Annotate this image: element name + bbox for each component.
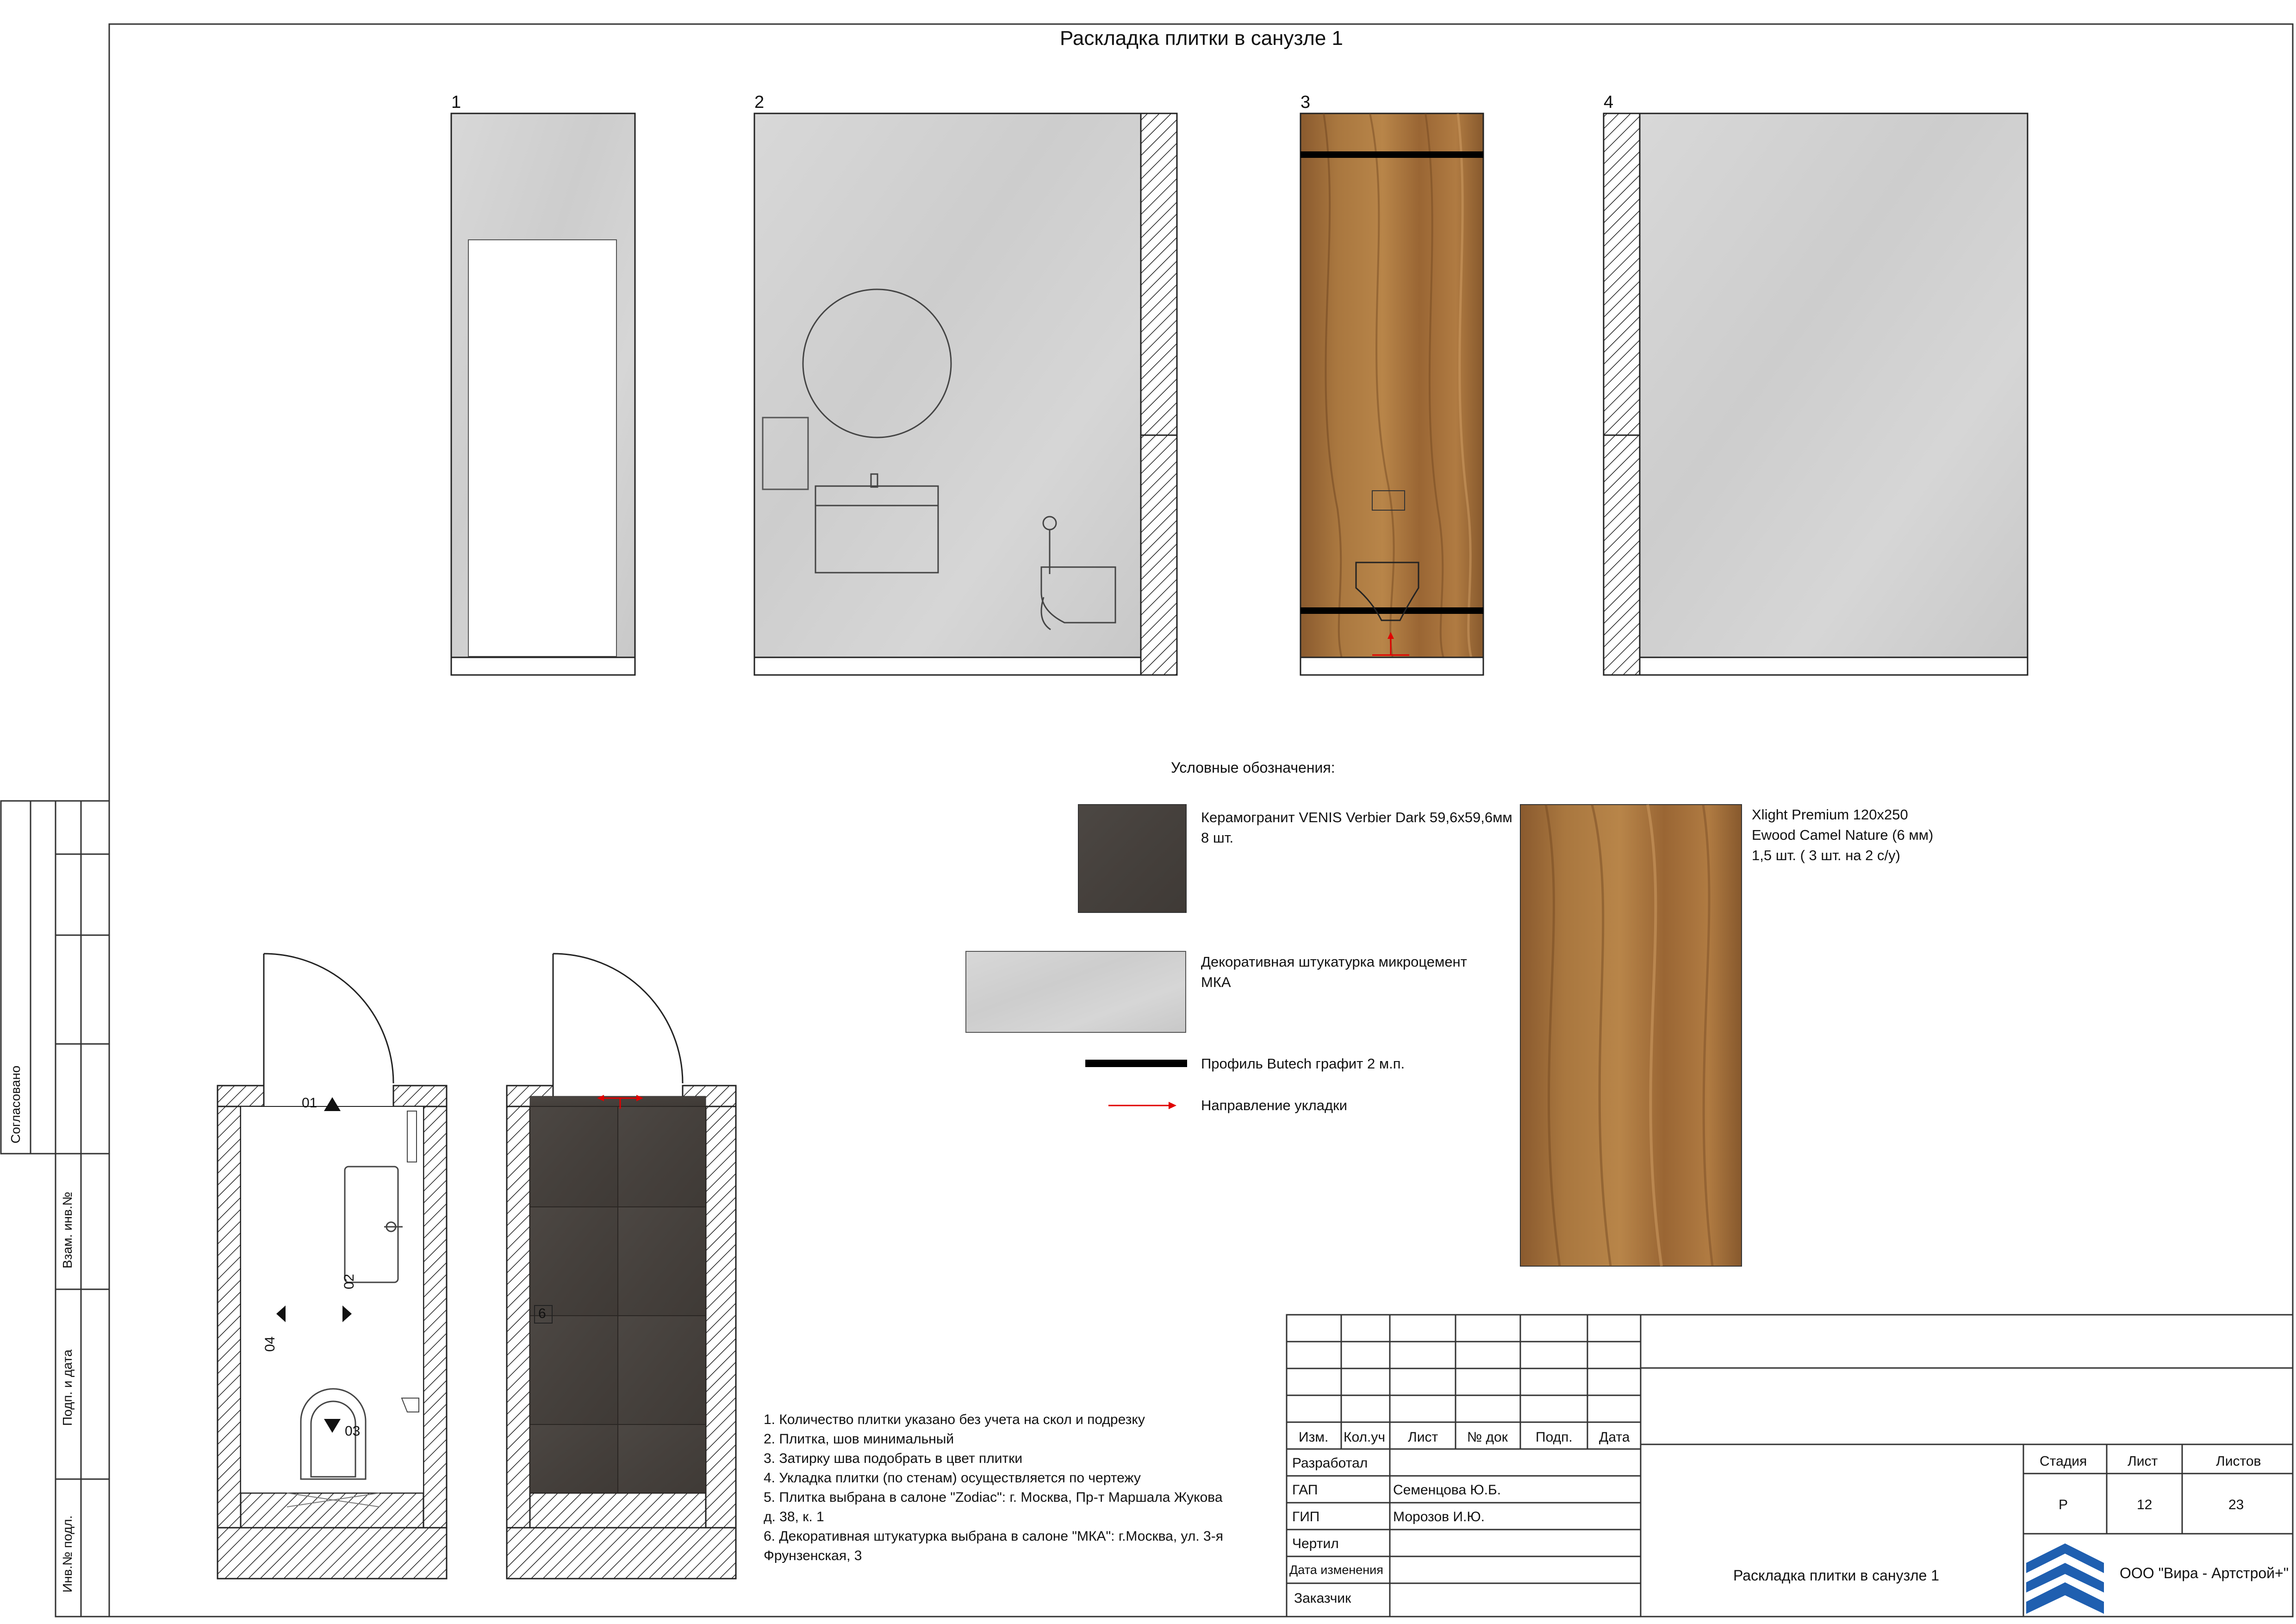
side-stamp-grid [1, 801, 109, 1617]
plan-mark-02: 02 [342, 1274, 357, 1289]
elevation-1 [451, 113, 635, 675]
tb-role-gap: ГАП [1292, 1482, 1318, 1498]
note-6-cont: Фрунзенская, 3 [764, 1548, 862, 1563]
note-5: 5. Плитка выбрана в салоне "Zodiac": г. Москва, Пр-т Маршала Жукова [764, 1490, 1223, 1505]
tb-header-list: Лист [1408, 1430, 1438, 1445]
elevation-3 [1300, 113, 1483, 675]
elevation-label-4: 4 [1604, 93, 1614, 112]
legend-heading: Условные обозначения: [1171, 759, 1335, 776]
tb-header-kol: Кол.уч [1344, 1430, 1385, 1445]
plan-tile-label: 6 [538, 1306, 546, 1321]
tb-company: ООО "Вира - Артстрой+" [2120, 1565, 2289, 1581]
plan-layout-2 [507, 954, 736, 1579]
tb-role-drafter: Чертил [1292, 1536, 1339, 1551]
tb-role-customer: Заказчик [1294, 1591, 1351, 1606]
plan-mark-01: 01 [302, 1095, 317, 1111]
tb-sheet-value: 12 [2137, 1497, 2153, 1512]
stamp-inv: Инв.№ подл. [60, 1515, 75, 1593]
company-logo-icon [2026, 1536, 2104, 1614]
elevation-label-3: 3 [1300, 93, 1311, 112]
tb-header-podp: Подп. [1536, 1430, 1573, 1445]
elevation-2 [754, 113, 1177, 675]
elevation-4 [1604, 113, 2028, 675]
tb-role-change-date: Дата изменения [1289, 1563, 1383, 1577]
note-3: 3. Затирку шва подобрать в цвет плитки [764, 1451, 1023, 1466]
profile-line-top [1300, 151, 1483, 158]
tb-sheets-label: Листов [2216, 1454, 2261, 1469]
elevation-label-2: 2 [754, 93, 765, 112]
legend-xlight-qty: 1,5 шт. ( 3 шт. на 2 с/у) [1752, 847, 1900, 863]
stamp-agreed: Согласовано [8, 1065, 23, 1143]
tb-stage-value: Р [2059, 1497, 2068, 1512]
plan-layout-1 [218, 954, 447, 1579]
tb-sheet-title: Раскладка плитки в санузле 1 [1733, 1567, 1940, 1584]
elevation-label-1: 1 [451, 93, 461, 112]
note-4: 4. Укладка плитки (по стенам) осуществляется по чертежу [764, 1470, 1141, 1486]
plan-mark-04: 04 [262, 1336, 278, 1352]
tb-header-doc: № док [1467, 1430, 1508, 1445]
legend-porcelain-qty: 8 шт. [1201, 830, 1234, 846]
plan-mark-03: 03 [345, 1424, 361, 1439]
legend-plaster-name: Декоративная штукатурка микроцемент [1201, 954, 1467, 970]
tb-role-developer: Разработал [1292, 1455, 1368, 1471]
tb-role-gip: ГИП [1292, 1509, 1320, 1524]
page-title: Раскладка плитки в санузле 1 [1060, 27, 1344, 50]
tb-name-gip: Морозов И.Ю. [1393, 1509, 1485, 1524]
legend-porcelain-name: Керамогранит VENIS Verbier Dark 59,6х59,6мм [1201, 809, 1512, 825]
legend-profile-text: Профиль Butech графит 2 м.п. [1201, 1056, 1405, 1072]
tb-name-gap: Семенцова Ю.Б. [1393, 1482, 1501, 1498]
tb-header-date: Дата [1599, 1430, 1630, 1445]
tb-stage-label: Стадия [2040, 1454, 2087, 1469]
note-5-cont: д. 38, к. 1 [764, 1509, 824, 1524]
profile-line-bottom [1300, 607, 1483, 614]
legend-swatches [966, 805, 1742, 1266]
tb-sheets-value: 23 [2228, 1497, 2244, 1512]
note-2: 2. Плитка, шов минимальный [764, 1431, 954, 1447]
legend-xlight-name: Xlight Premium 120x250 [1752, 806, 1908, 823]
stamp-vzam: Взам. инв.№ [60, 1192, 75, 1268]
stamp-podp: Подп. и дата [60, 1349, 75, 1426]
legend-xlight-finish: Ewood Camel Nature (6 мм) [1752, 827, 1934, 843]
note-6: 6. Декоративная штукатурка выбрана в салоне "МКА": г.Москва, ул. 3-я [764, 1529, 1223, 1544]
legend-plaster-brand: МКА [1201, 974, 1231, 990]
tb-header-izm: Изм. [1299, 1430, 1329, 1445]
legend-direction-text: Направление укладки [1201, 1097, 1347, 1113]
tb-sheet-label: Лист [2128, 1454, 2158, 1469]
note-1: 1. Количество плитки указано без учета на скол и подрезку [764, 1412, 1145, 1427]
